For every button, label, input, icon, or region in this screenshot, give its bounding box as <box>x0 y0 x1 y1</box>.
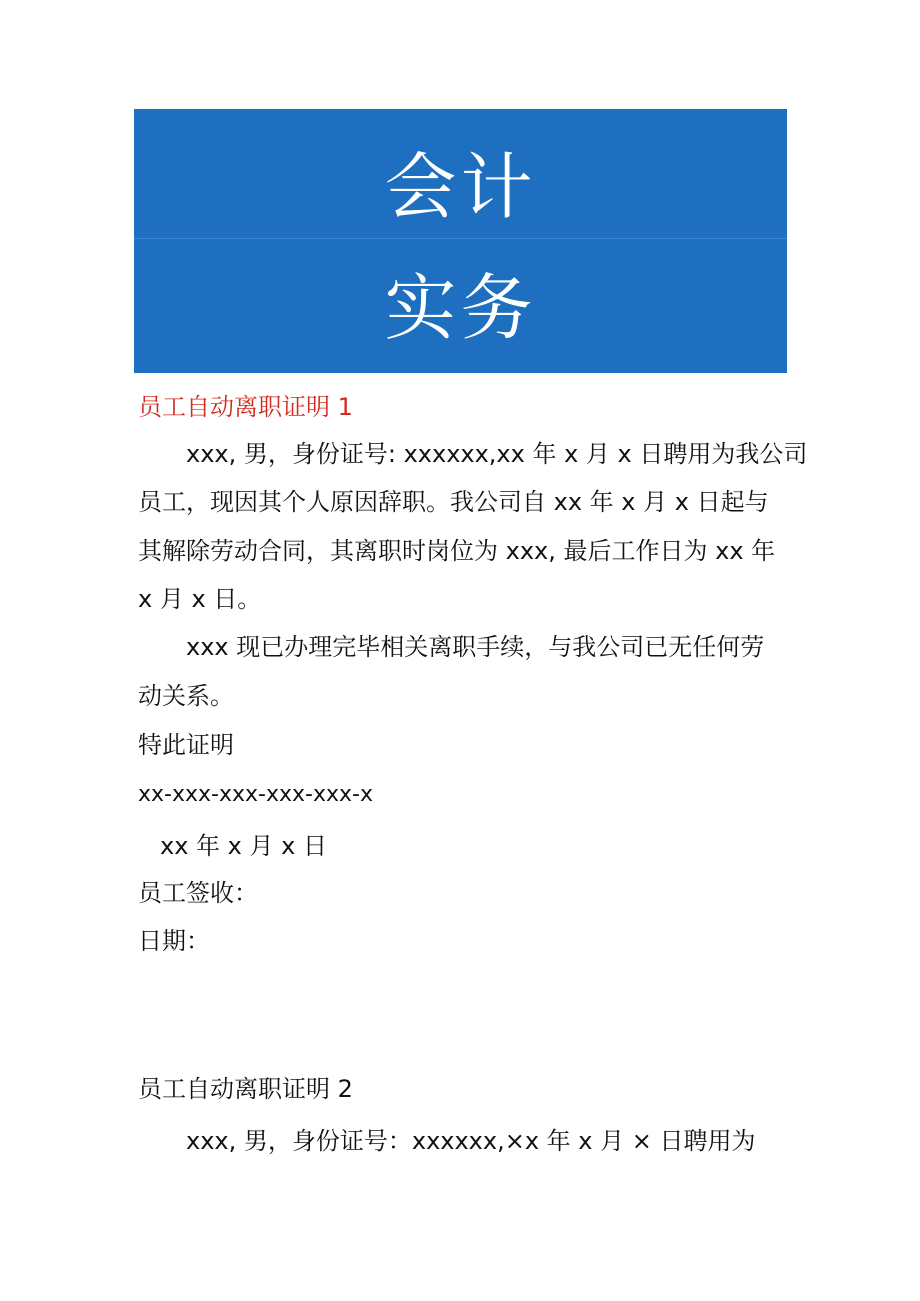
cover-banner <box>134 109 787 373</box>
issue-date: xx 年 x 月 x 日 <box>160 832 327 860</box>
closing-text: 特此证明 <box>138 731 234 759</box>
company-name: xx-xxx-xxx-xxx-xxx-x <box>138 782 373 807</box>
date-label: 日期： <box>138 927 210 955</box>
paragraph-2-line-2: 动关系。 <box>138 682 234 710</box>
paragraph-1-line-4: x 月 x 日。 <box>138 585 262 613</box>
paragraph-1-line-1: xxx, 男，身份证号: xxxxxx,xx 年 x 月 x 日聘用为我公司 <box>186 440 808 468</box>
banner-title-line-2: 实务 <box>384 266 537 350</box>
paragraph-1-line-3: 其解除劳动合同，其离职时岗位为 xxx, 最后工作日为 xx 年 <box>138 537 776 565</box>
paragraph-2-line-1: xxx 现已办理完毕相关离职手续，与我公司已无任何劳 <box>186 633 765 661</box>
section-2-title: 员工自动离职证明 2 <box>138 1075 353 1103</box>
section-1-title: 员工自动离职证明 1 <box>138 393 353 421</box>
banner-title-line-1: 会计 <box>384 145 537 229</box>
banner-divider <box>134 238 787 239</box>
paragraph-1-line-2: 员工，现因其个人原因辞职。我公司自 xx 年 x 月 x 日起与 <box>138 488 769 516</box>
employee-signature-label: 员工签收： <box>138 879 258 907</box>
section-2-paragraph-line-1: xxx, 男，身份证号：xxxxxx,×x 年 x 月 × 日聘用为 <box>186 1127 756 1155</box>
